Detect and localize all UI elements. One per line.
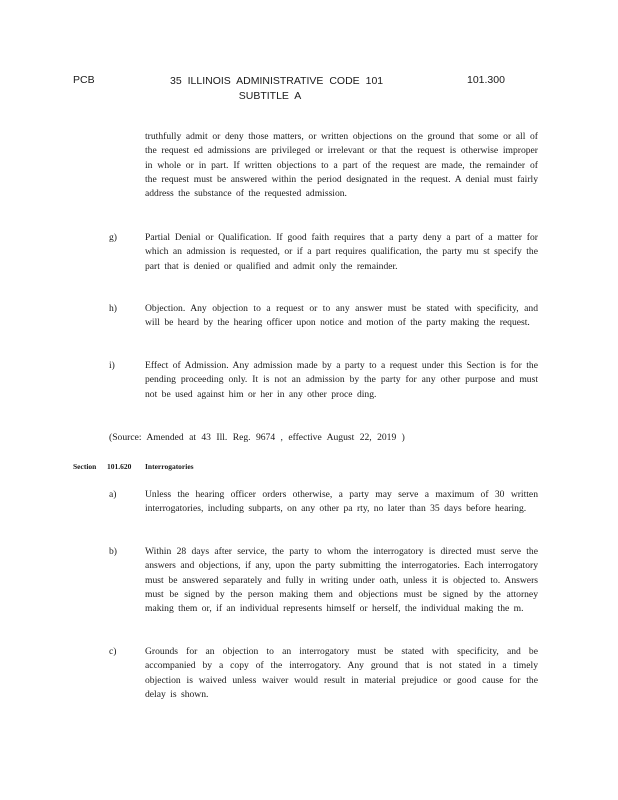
header-title: 35 ILLINOIS ADMINISTRATIVE CODE 101 bbox=[170, 75, 384, 87]
item-text-b: Within 28 days after service, the party to whom the interrogatory is directed must serve the answers and objections, if any, upon the party submitting the interrogatories. Each interrogatory must be answered separately and fully in writing under oath, unless it is objected to. Answers must be signed by the person making them and objections must be signed by the attorney making them or, if an individual represents himself or herself, the individual making the m. bbox=[145, 546, 538, 615]
item-text-a: Unless the hearing officer orders otherwise, a party may serve a maximum of 30 written interrogatories, including subparts, on any other pa rty, no later than 35 days before hearing. bbox=[145, 489, 538, 515]
header-subtitle: SUBTITLE A bbox=[238, 90, 302, 102]
section-number: 101.620 bbox=[107, 462, 132, 471]
item-marker-a: a) bbox=[109, 489, 117, 500]
item-marker-c: c) bbox=[109, 646, 117, 657]
item-marker-b: b) bbox=[109, 546, 117, 557]
item-text-g: Partial Denial or Qualification. If good faith requires that a party deny a part of a matter for which an admission is requested, or if a part requires qualification, the party mu st specify the part that is denied or qualified and admit only the remainder. bbox=[145, 232, 538, 272]
item-marker-g: g) bbox=[109, 232, 117, 243]
header-left: PCB bbox=[73, 74, 95, 86]
source-note: (Source: Amended at 43 Ill. Reg. 9674 , effective August 22, 2019 ) bbox=[109, 432, 405, 443]
item-text-c: Grounds for an objection to an interrogatory must be stated with specificity, and be accompanied by a copy of the interrogatory. Any ground that is not stated in a timely objection is waived unless waiver would result in material prejudice or good cause for the delay is shown. bbox=[145, 646, 538, 700]
item-text-i: Effect of Admission. Any admission made by a party to a request under this Section is for the pending proceeding only. It is not an admission by the party for any other purpose and must not be used against him or her in any other proce ding. bbox=[145, 360, 538, 400]
section-title: Interrogatories bbox=[145, 462, 194, 471]
continuation-paragraph: truthfully admit or deny those matters, or written objections on the ground that some or all of the request ed admissions are privileged or irrelevant or that the request is otherwise improper in whole or in part. If written objections to a part of the request are made, the remainder of the request must be answered within the period designated in the request. A denial must fairly address the substance of the requested admission. bbox=[145, 131, 538, 200]
item-marker-h: h) bbox=[109, 303, 117, 314]
item-marker-i: i) bbox=[109, 360, 115, 371]
header-center bbox=[170, 74, 384, 104]
section-label: Section bbox=[73, 462, 97, 471]
item-text-h: Objection. Any objection to a request or to any answer must be stated with specificity, and will be heard by the hearing officer upon notice and motion of the party making the request. bbox=[145, 303, 538, 329]
section-heading bbox=[73, 461, 194, 473]
header-right: 101.300 bbox=[467, 74, 505, 86]
